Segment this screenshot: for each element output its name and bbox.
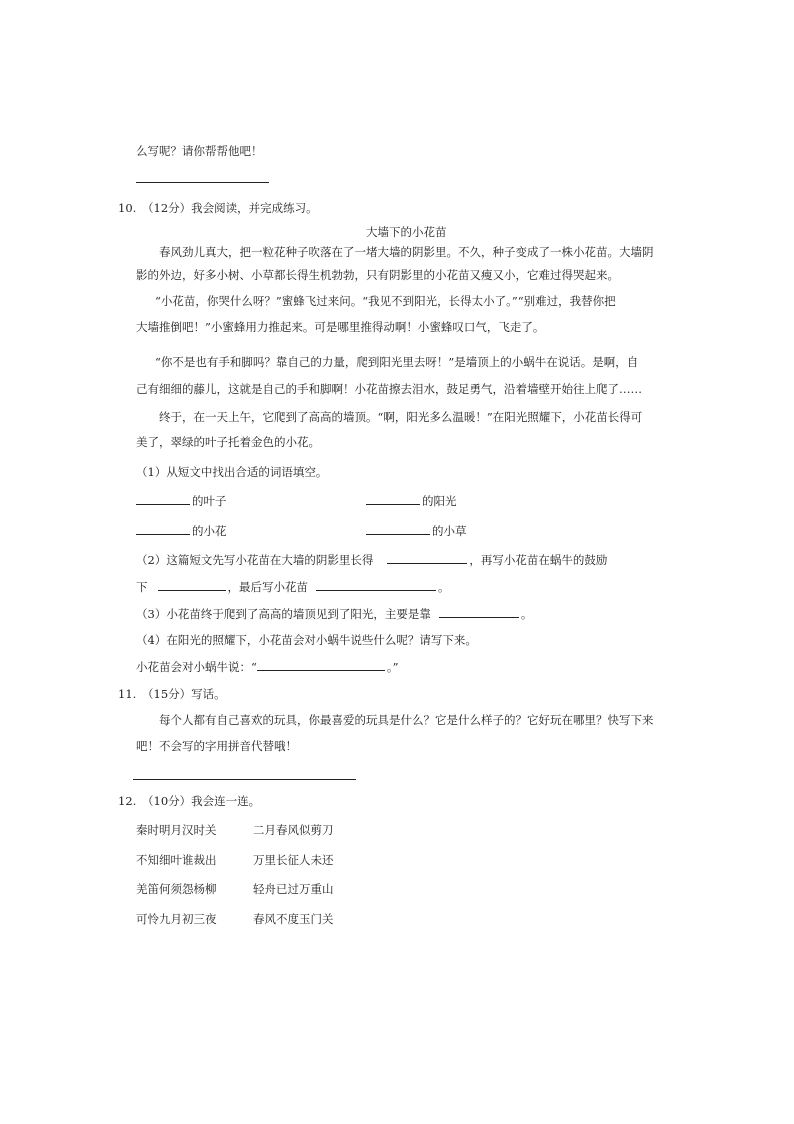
fill-blank-sun[interactable]: [366, 503, 420, 505]
fill-blank-s2-2[interactable]: [158, 589, 226, 591]
passage-p4-line1: 终于，在一天上午，它爬到了高高的墙顶。“啊，阳光多么温暖！”在阳光照耀下，小花苗长得可: [159, 410, 643, 424]
match-right-3[interactable]: 轻舟已过万重山: [253, 882, 334, 896]
q10-header: 10. （12分）我会阅读，并完成练习。: [118, 201, 318, 215]
q11-prompt-line1: 每个人都有自己喜欢的玩具，你最喜爱的玩具是什么？它是什么样子的？它好玩在哪里？快写下来: [159, 713, 654, 727]
fill-blank-flower[interactable]: [136, 533, 190, 535]
match-right-4[interactable]: 春风不度玉门关: [253, 912, 334, 926]
fill-blank-s2-3[interactable]: [316, 589, 436, 591]
q12-header: 12. （10分）我会连一连。: [118, 794, 261, 808]
passage-p4-line2: 美了，翠绿的叶子托着金色的小花。: [136, 435, 320, 449]
q10-sub1: （1）从短文中找出合适的词语填空。: [136, 465, 328, 479]
q10-sub3: [136, 609, 532, 621]
fill-sun-row: [366, 496, 457, 508]
q11-answer-line: [133, 779, 356, 780]
fill-blank-leaves[interactable]: [136, 503, 190, 505]
q11-header: 11. （15分）写话。: [118, 687, 226, 701]
fill-leaves-label: 的叶子: [192, 494, 227, 508]
fill-blank-s2-1[interactable]: [387, 562, 467, 564]
q9-tail-text: 么写呢？请你帮帮他吧！: [136, 144, 263, 158]
q10-sub3-part-b: 。: [520, 607, 533, 621]
passage-p1-line2: 影的外边，好多小树、小草都长得生机勃勃，只有阴影里的小花苗又瘦又小，它难过得哭起来。: [136, 268, 619, 282]
passage-p1-line1: 春风劲儿真大，把一粒花种子吹落在了一堵大墙的阴影里。不久，种子变成了一株小花苗。大墙阴: [159, 245, 654, 259]
q11-prompt-line2: 吧！不会写的字用拼音代替哦！: [136, 739, 297, 753]
passage-p3-line1: “你不是也有手和脚吗？靠自己的力量，爬到阳光里去呀！”是墙顶上的小蜗牛在说话。是啊，自: [155, 355, 639, 369]
match-right-1[interactable]: 二月春风似剪刀: [253, 823, 334, 837]
q10-sub2-part-e: 。: [438, 580, 450, 594]
fill-blank-s3[interactable]: [439, 616, 519, 618]
passage-p2-line2: 大墙推倒吧！”小蜜蜂用力推起来。可是哪里推得动啊！小蜜蜂叹口气，飞走了。: [136, 320, 545, 334]
match-left-3[interactable]: 羌笛何须怨杨柳: [136, 882, 217, 896]
q10-sub4-answer-suffix: 。”: [386, 660, 399, 674]
fill-grass-row: [366, 526, 467, 538]
fill-flower-row: [136, 526, 227, 538]
q10-sub2-part-c: 下: [136, 580, 148, 594]
q10-sub2-part-a: （2）这篇短文先写小花苗在大墙的阴影里长得: [136, 553, 374, 567]
q10-sub4-answer: [136, 662, 399, 674]
q10-sub2-line1: [136, 555, 607, 567]
match-right-2[interactable]: 万里长征人未还: [253, 853, 334, 867]
q10-sub3-part-a: （3）小花苗终于爬到了高高的墙顶见到了阳光，主要是靠: [136, 607, 431, 621]
q9-answer-line: [136, 182, 269, 183]
fill-flower-label: 的小花: [192, 524, 227, 538]
fill-sun-label: 的阳光: [422, 494, 457, 508]
match-left-1[interactable]: 秦时明月汉时关: [136, 823, 217, 837]
passage-title: 大墙下的小花苗: [366, 225, 447, 239]
passage-p3-line2: 己有细细的藤儿，这就是自己的手和脚啊！小花苗擦去泪水，鼓足勇气，沿着墙壁开始往上爬了……: [136, 382, 642, 396]
q10-sub2-part-d: ，最后写小花苗: [227, 580, 308, 594]
fill-leaves-row: [136, 496, 227, 508]
match-left-2[interactable]: 不知细叶谁裁出: [136, 853, 217, 867]
q10-sub4-answer-prefix: 小花苗会对小蜗牛说：“: [136, 660, 257, 674]
fill-blank-grass[interactable]: [366, 533, 430, 535]
fill-blank-s4[interactable]: [257, 669, 385, 671]
match-left-4[interactable]: 可怜九月初三夜: [136, 912, 217, 926]
passage-p2-line1: “小花苗，你哭什么呀？”蜜蜂飞过来问。“我见不到阳光，长得太小了。”“别难过，我替你把: [155, 294, 616, 308]
fill-grass-label: 的小草: [432, 524, 467, 538]
q10-sub2-line2: [136, 582, 450, 594]
q10-sub2-part-b: ，再写小花苗在蜗牛的鼓励: [469, 553, 608, 567]
q10-sub4: （4）在阳光的照耀下，小花苗会对小蜗牛说些什么呢？请写下来。: [136, 633, 477, 647]
